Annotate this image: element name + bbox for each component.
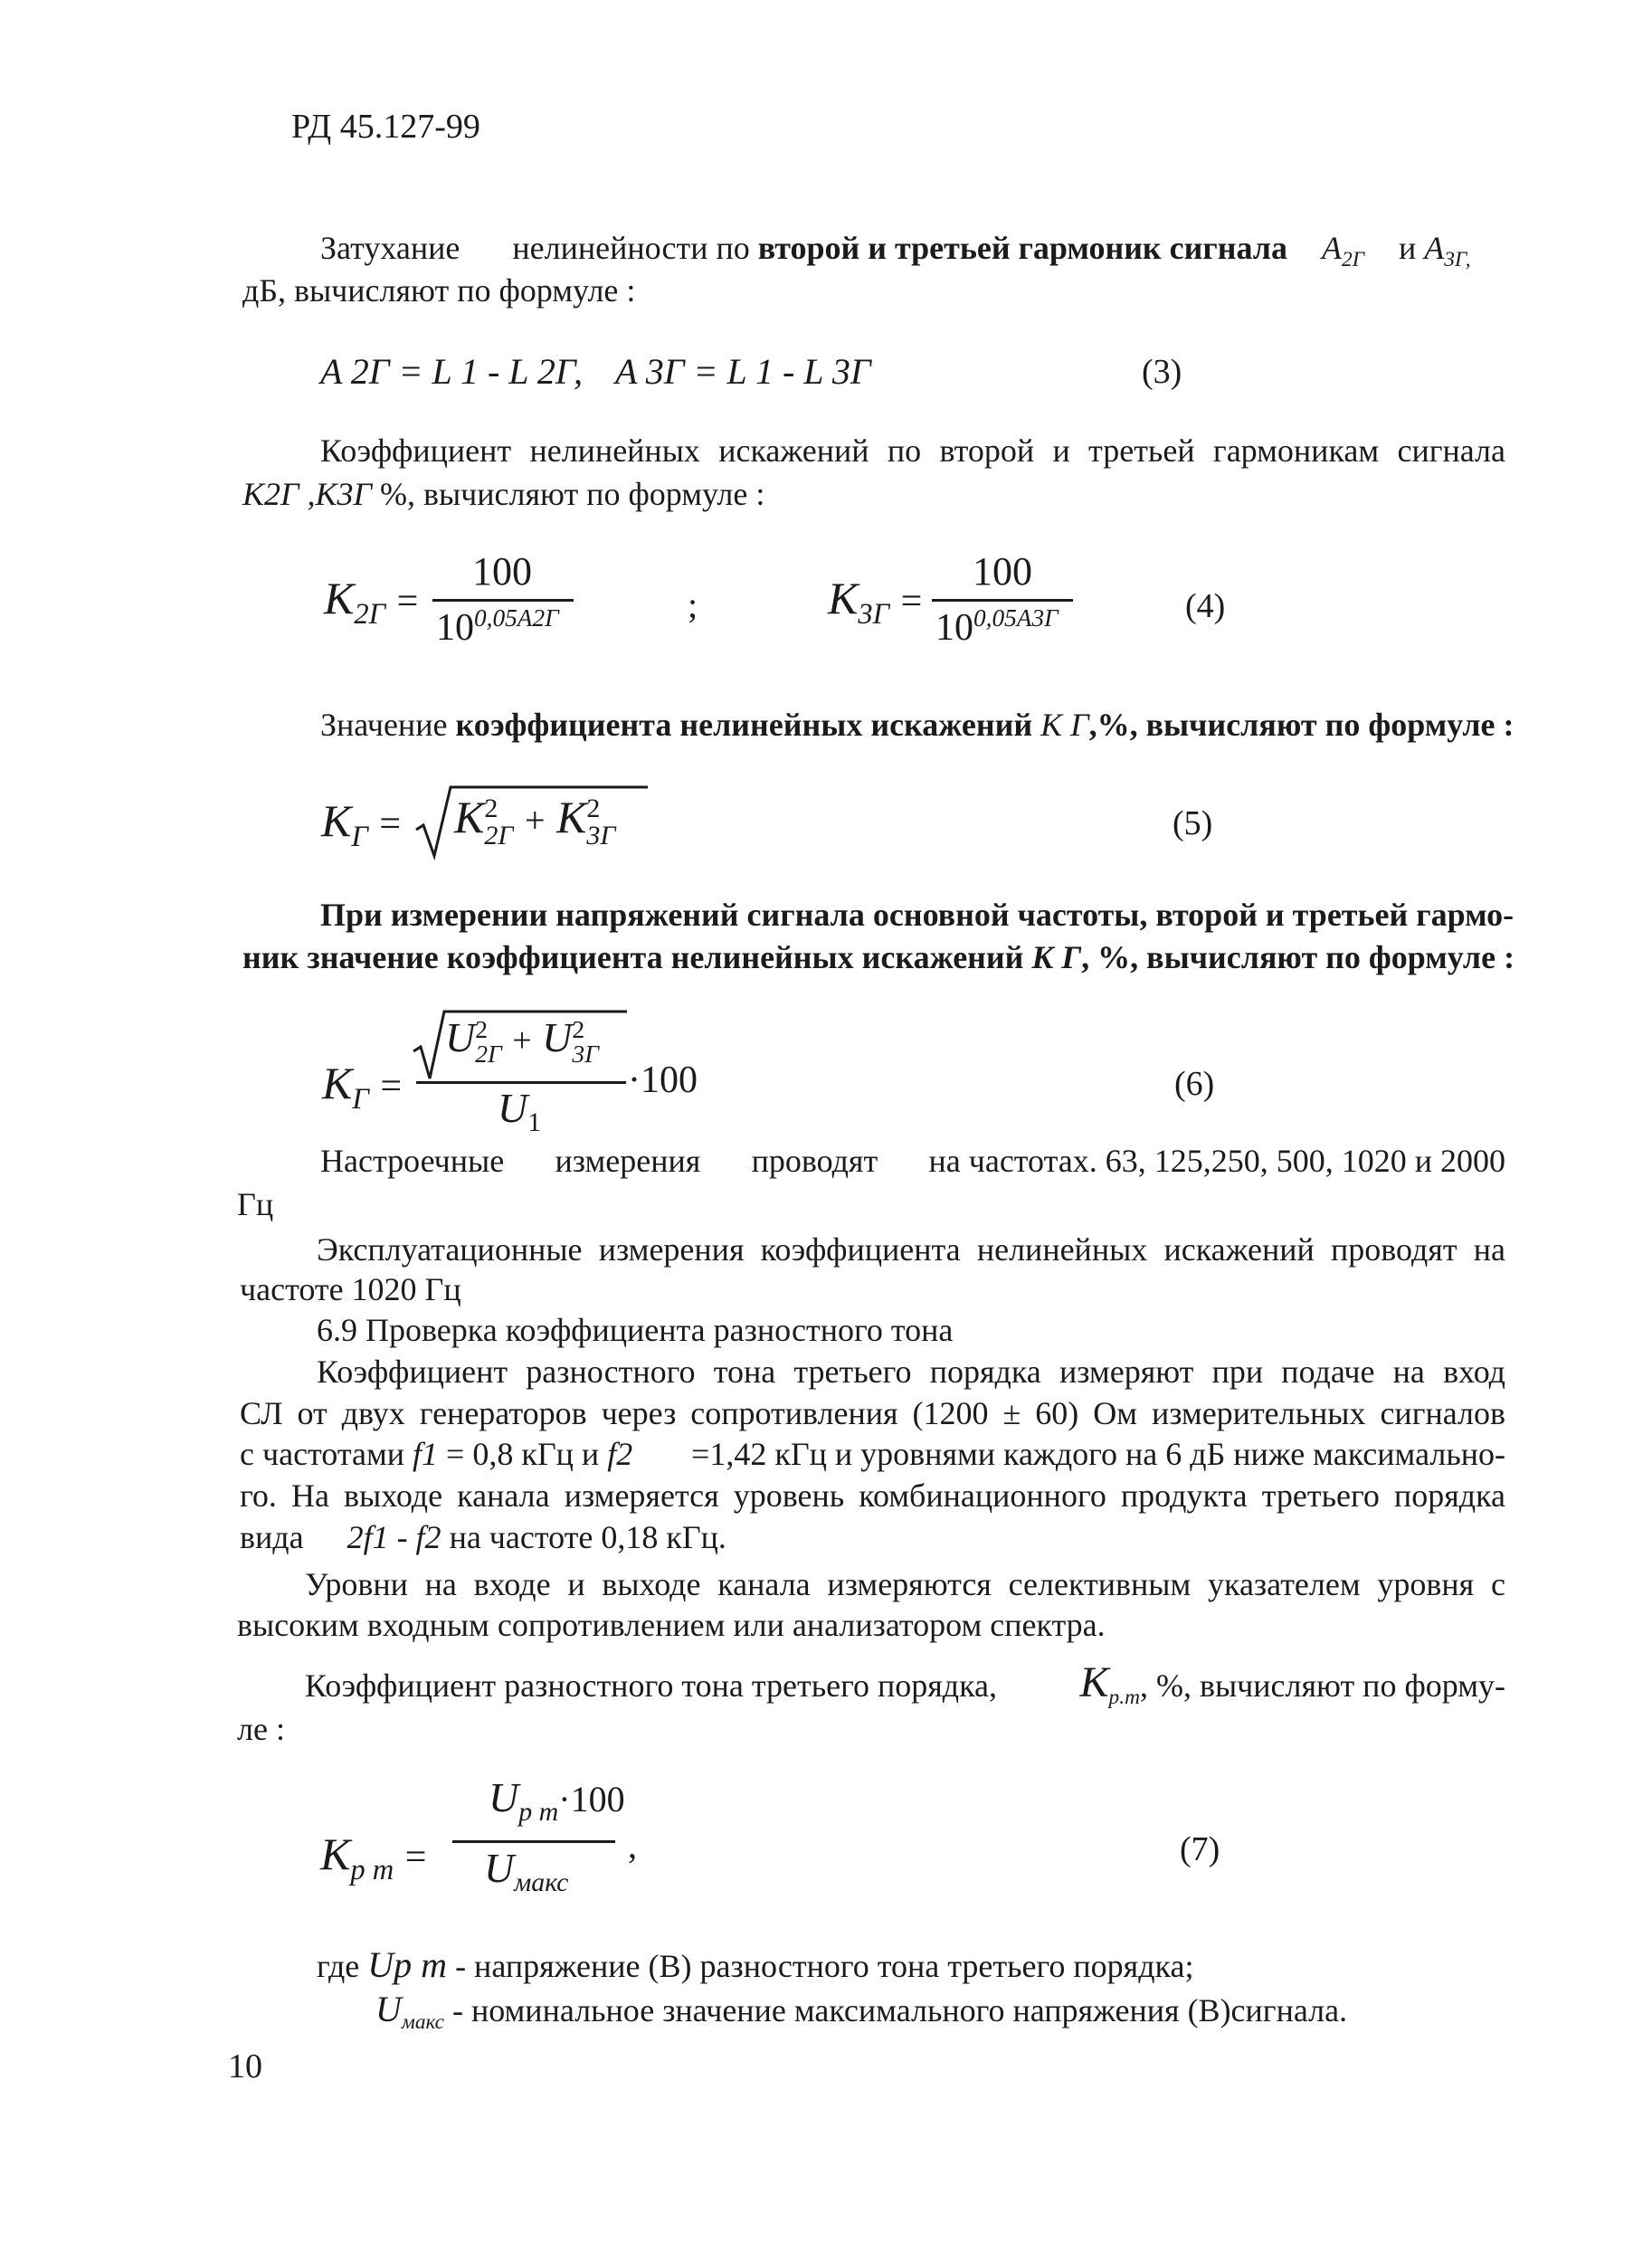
para4-start: ник значение коэффициента нелинейных искажений bbox=[242, 939, 1024, 975]
para1-bold: второй и третьей гармоник сигнала bbox=[757, 230, 1287, 266]
page-number: 10 bbox=[228, 2047, 262, 2085]
legend-symbol-umax: U bbox=[375, 1989, 402, 2029]
formula-6-number: (6) bbox=[1174, 1065, 1215, 1103]
symbol-a2: A bbox=[1322, 230, 1342, 266]
formula-3-number: (3) bbox=[1142, 353, 1182, 391]
symbol-krt: K bbox=[1079, 1658, 1109, 1706]
para7-l5a: вида bbox=[240, 1519, 304, 1555]
symbol-kg-2: K Г bbox=[1031, 939, 1082, 975]
para1-mid: нелинейности по bbox=[512, 230, 750, 266]
paragraph-difference-tone-line3 bbox=[240, 1435, 1505, 1473]
symbol-a3: A bbox=[1424, 230, 1445, 266]
symbol-kg: K Г bbox=[1040, 707, 1089, 743]
paragraph-difference-coefficient-line2: ле : bbox=[237, 1711, 285, 1747]
para2-rest: %, вычисляют по формуле : bbox=[379, 476, 765, 512]
paragraph-voltage-measurement: При измерении напряжений сигнала основной частоты, второй и третьей гармо- bbox=[320, 897, 1514, 933]
formula-4-k3-fraction-bar bbox=[932, 599, 1073, 602]
para5-a: Настроечные bbox=[320, 1143, 505, 1179]
paragraph-difference-coefficient bbox=[305, 1658, 1505, 1710]
para5-d: на частотах. 63, 125,250, 500, 1020 и 2000 bbox=[928, 1143, 1505, 1179]
symbol-a3-sub: 3Г, bbox=[1444, 248, 1471, 272]
paragraph-tuning-measurements-line2: Гц bbox=[237, 1186, 274, 1222]
paragraph-voltage-measurement-line2 bbox=[242, 938, 1514, 976]
paragraph-attenuation bbox=[320, 229, 1505, 272]
expression-2f1-f2: 2f1 - f2 bbox=[347, 1519, 441, 1555]
para3-normal: Значение bbox=[320, 707, 448, 743]
document-code: РД 45.127-99 bbox=[291, 108, 480, 146]
formula-4-k2-denominator: $10^{0,05A2Г}$ bbox=[436, 604, 559, 649]
legend-desc1: - напряжение (В) разностного тона третьего порядка; bbox=[455, 1948, 1194, 1984]
symbol-krt-sub: р.т bbox=[1108, 1686, 1140, 1710]
formula-6-denominator: $U_1$ bbox=[498, 1085, 542, 1138]
formula-5-number: (5) bbox=[1173, 804, 1213, 842]
formula-7-fraction-bar bbox=[452, 1840, 615, 1843]
formula-4-k3-numerator: 100 bbox=[973, 549, 1032, 594]
symbols-k2-k3: K2Г ,K3Г bbox=[242, 476, 372, 512]
paragraph-total-coefficient bbox=[320, 706, 1514, 744]
paragraph-operational-measurements-line2: частоте 1020 Гц bbox=[240, 1271, 461, 1307]
formula-5-radicand: K 2 2Г + K 2 3Г bbox=[454, 792, 616, 850]
paragraph-harmonic-coefficient-line2 bbox=[242, 475, 764, 513]
para9-b: , %, вычисляют по форму- bbox=[1139, 1667, 1505, 1704]
formula-7-numerator: $U_{р т}\cdot 100$ bbox=[489, 1774, 625, 1828]
legend-where: где bbox=[317, 1948, 360, 1984]
formula-6-multiplier: ·100 bbox=[628, 1059, 698, 1101]
formula-3-left: A 2Г = L 1 - L 2Г, bbox=[320, 351, 584, 392]
formula-4-k3: $K_{3Г}$ = bbox=[828, 573, 923, 631]
formula-3-right: A 3Г = L 1 - L 3Г bbox=[615, 351, 871, 392]
paragraph-levels-line1: Уровни на входе и выходе канала измеряются селективным указателем уровня с bbox=[305, 1566, 1505, 1602]
formula-6-lhs: $K_Г$ = bbox=[322, 1058, 403, 1116]
formula-4-separator: ; bbox=[688, 584, 698, 625]
formula-7-number: (7) bbox=[1180, 1830, 1220, 1868]
legend-desc2: - номинальное значение максимального напряжения (В)сигнала. bbox=[451, 1992, 1348, 2028]
legend-line2 bbox=[375, 1988, 1347, 2035]
paragraph-difference-tone-line2: СЛ от двух генераторов через сопротивления (1200 ± 60) Ом измерительных сигналов bbox=[240, 1395, 1505, 1431]
formula-7-lhs: $K_{р т}$ = bbox=[320, 1829, 427, 1886]
formula-5-lhs: $K_Г$ = bbox=[321, 795, 402, 853]
para7-l5b: на частоте 0,18 кГц. bbox=[449, 1519, 726, 1555]
para3-bold: коэффициента нелинейных искажений bbox=[455, 707, 1033, 743]
para1-start: Затухание bbox=[320, 230, 460, 266]
paragraph-harmonic-coefficient: Коэффициент нелинейных искажений по второй и третьей гармоникам сигнала bbox=[320, 432, 1505, 469]
formula-6-numerator: U 2 2Г + U 2 3Г bbox=[445, 1014, 599, 1069]
para9-a: Коэффициент разностного тона третьего порядка, bbox=[305, 1667, 998, 1704]
formula-4-k3-denominator: $10^{0,05A3Г}$ bbox=[935, 604, 1059, 649]
legend-symbol-umax-sub: макс bbox=[401, 2010, 444, 2035]
para7-l3b: = 0,8 кГц и bbox=[446, 1436, 600, 1472]
formula-4-k2-fraction-bar bbox=[432, 599, 574, 602]
formula-7-denominator: $U_{макс}$ bbox=[484, 1845, 569, 1898]
symbol-a2-sub: 2Г bbox=[1342, 248, 1365, 272]
paragraph-difference-tone-line5 bbox=[240, 1518, 726, 1556]
paragraph-difference-tone-line1: Коэффициент разностного тона третьего порядка измеряют при подаче на вход bbox=[317, 1354, 1505, 1390]
paragraph-operational-measurements: Эксплуатационные измерения коэффициента нелинейных искажений проводят на bbox=[317, 1231, 1505, 1268]
formula-4-k2: $K_{2Г}$ = bbox=[324, 573, 419, 631]
para4-end: , %, вычисляют по формуле : bbox=[1081, 939, 1515, 975]
para5-b: измерения bbox=[555, 1143, 701, 1179]
para7-l3a: с частотами bbox=[240, 1436, 405, 1472]
formula-7-comma: , bbox=[628, 1825, 637, 1866]
formula-4-k2-numerator: 100 bbox=[472, 549, 532, 594]
para7-l3c: =1,42 кГц и уровнями каждого на 6 дБ ниже максимально- bbox=[691, 1436, 1505, 1472]
paragraph-attenuation-line2: дБ, вычисляют по формуле : bbox=[242, 272, 636, 309]
section-heading: 6.9 Проверка коэффициента разностного тона bbox=[317, 1312, 954, 1348]
legend-line1 bbox=[317, 1943, 1193, 1986]
paragraph-difference-tone-line4: го. На выходе канала измеряется уровень комбинационного продукта третьего порядка bbox=[240, 1477, 1505, 1514]
symbol-f2: f2 bbox=[607, 1436, 633, 1472]
paragraph-tuning-measurements bbox=[320, 1142, 1505, 1180]
para1-and: и bbox=[1399, 230, 1417, 266]
para3-rest: ,%, вычисляют по формуле : bbox=[1088, 707, 1514, 743]
paragraph-levels-line2: высоким входным сопротивлением или анализатором спектра. bbox=[237, 1607, 1106, 1643]
legend-symbol-urt: Uр т bbox=[367, 1944, 448, 1985]
para5-c: проводят bbox=[751, 1143, 878, 1179]
formula-4-number: (4) bbox=[1185, 587, 1226, 625]
symbol-f1: f1 bbox=[413, 1436, 439, 1472]
